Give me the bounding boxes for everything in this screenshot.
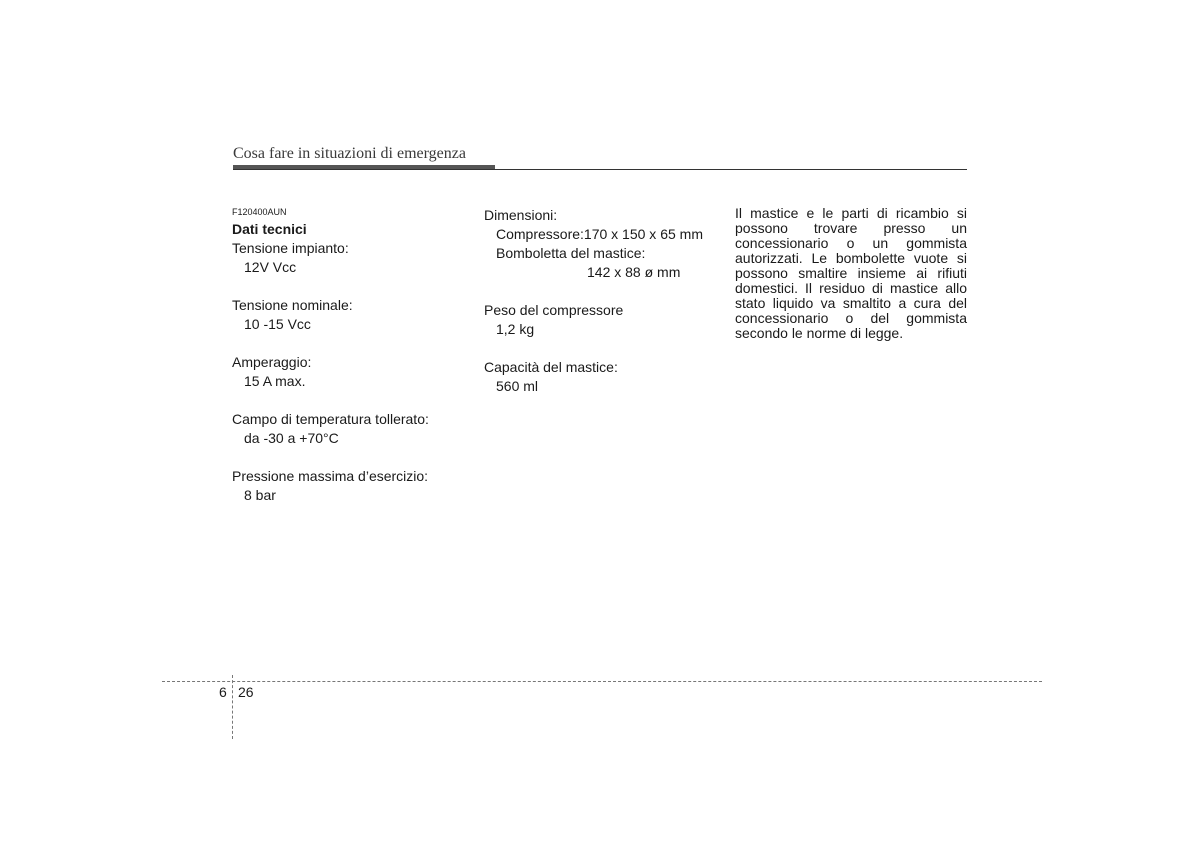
- spec-item: [232, 410, 467, 448]
- weight-value: 1,2 kg: [496, 321, 535, 337]
- compressor-dimensions: Compressore:170 x 150 x 65 mm: [496, 226, 703, 242]
- spec-item: [232, 467, 467, 505]
- spec-label: Tensione impianto:: [232, 240, 349, 256]
- spec-label: Amperaggio:: [232, 354, 312, 370]
- spec-item: [232, 353, 467, 391]
- dimensions-label: Dimensioni:: [484, 207, 558, 223]
- header-rule: [233, 169, 967, 170]
- bottle-dimensions: 142 x 88 ø mm: [587, 264, 681, 280]
- spec-item: [232, 239, 467, 277]
- specs-column-2: [484, 206, 719, 396]
- capacity-label: Capacità del mastice:: [484, 359, 618, 375]
- reference-code: F120400AUN: [232, 207, 287, 217]
- footer-divider: [232, 675, 233, 739]
- footer-rule: [162, 681, 1042, 682]
- section-title: Cosa fare in situazioni di emergenza: [233, 145, 466, 162]
- spec-label: Pressione massima d’esercizio:: [232, 468, 429, 484]
- spec-value: 10 -15 Vcc: [244, 316, 311, 332]
- bottle-label: Bomboletta del mastice:: [496, 245, 646, 261]
- spec-value: 8 bar: [244, 487, 276, 503]
- spec-value: 12V Vcc: [244, 259, 297, 275]
- capacity-value: 560 ml: [496, 378, 539, 394]
- page-number: 26: [238, 684, 254, 700]
- spec-label: Tensione nominale:: [232, 297, 353, 313]
- disposal-paragraph: Il mastice e le parti di ricambio si possono trovare presso un concessionario o un gommista autorizzati. Le bombolette vuote si possono smaltire insieme ai rifiuti domestici. Il residuo di mastice allo stato liquido va smaltito a cura del concessionario o del gommista secondo le norme di legge.: [735, 205, 967, 341]
- chapter-number: 6: [219, 684, 227, 700]
- spec-label: Campo di temperatura tollerato:: [232, 411, 429, 427]
- specs-heading: Dati tecnici: [232, 221, 307, 237]
- weight-label: Peso del compressore: [484, 302, 624, 318]
- spec-value: 15 A max.: [244, 373, 306, 389]
- specs-column-3: [735, 206, 967, 341]
- spec-item: [232, 296, 467, 334]
- spec-value: da -30 a +70°C: [244, 430, 339, 446]
- specs-column-1: [232, 206, 467, 505]
